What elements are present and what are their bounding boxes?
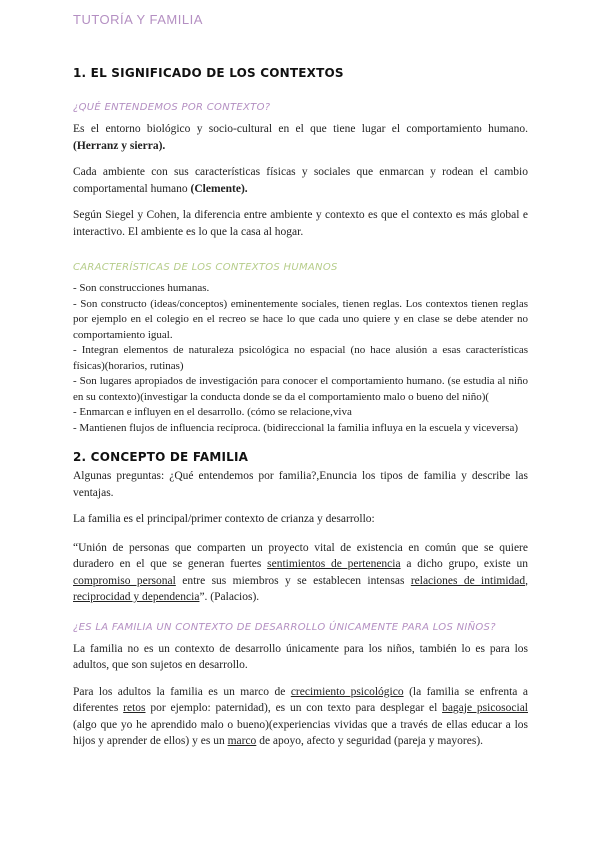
- paragraph-text: Para los adultos la familia es un marco de: [73, 685, 291, 698]
- section-1-subtitle-2: CARACTERÍSTICAS DE LOS CONTEXTOS HUMANOS: [73, 262, 338, 273]
- section-2-title: 2. CONCEPTO DE FAMILIA: [73, 450, 249, 464]
- underlined-term: marco: [227, 735, 257, 747]
- quote-text: entre sus miembros y se establecen intensas: [175, 574, 411, 587]
- underlined-term: bagaje psicosocial: [442, 702, 528, 714]
- list-item: - Son construcciones humanas.: [73, 282, 210, 294]
- section-2-subtitle: ¿ES LA FAMILIA UN CONTEXTO DE DESARROLLO ÚNICAMENTE PARA LOS NIÑOS?: [73, 621, 496, 633]
- list-item: - Son constructo (ideas/conceptos) eminentemente sociales, tienen reglas. Los contextos tienen reglas por ejemplo en el colegio en el recreo se hace lo que cada uno quiere y en clase se debe atender no comportamiento igual.: [73, 297, 528, 341]
- list-item: - Mantienen flujos de influencia recíproca. (bidireccional la familia influya en la escuela y viceversa): [73, 421, 518, 434]
- underlined-term: retos: [123, 702, 146, 714]
- list-item: - Enmarcan e influyen en el desarrollo. (cómo se relacione,viva: [73, 406, 352, 418]
- characteristics-list: [73, 281, 528, 436]
- paragraph-text: Cada ambiente con sus características físicas y sociales que enmarcan y rodean el cambio comportamental humano: [73, 166, 528, 195]
- quote-text: ”. (Palacios).: [199, 591, 260, 603]
- underlined-term: crecimiento psicológico: [290, 685, 404, 698]
- paragraph-questions: Algunas preguntas: ¿Qué entendemos por familia?,Enuncia los tipos de familia y describe las ventajas.: [73, 470, 528, 499]
- paragraph-text: Es el entorno biológico y socio-cultural en el que tiene lugar el comportamiento humano.: [73, 123, 528, 135]
- paragraph-adults: La familia no es un contexto de desarrollo únicamente para los niños, también lo es para los adultos, que son sujetos en desarrollo.: [73, 642, 528, 671]
- quote-text: “Unión de personas que comparten un proyecto vital de existencia en común que se quiere duradero en el que se generan fuertes: [73, 541, 528, 570]
- underlined-term: relaciones de intimidad, reciprocidad y dependencia: [73, 574, 529, 603]
- paragraph-text: (la familia se enfrenta a diferentes: [73, 685, 528, 714]
- paragraph-text: por ejemplo: paternidad), es un con texto para desplegar el: [145, 702, 443, 714]
- quote-palacios: [73, 540, 528, 606]
- paragraph-definition-2: [73, 164, 528, 197]
- list-item: - Integran elementos de naturaleza psicológica no espacial (no hace alusión a esas características físicas)(horarios, rutinas): [73, 344, 528, 372]
- underlined-term: compromiso personal: [73, 574, 176, 587]
- underlined-term: sentimientos de pertenencia: [267, 558, 401, 570]
- page-content: [73, 66, 528, 750]
- section-1-subtitle: ¿QUÉ ENTENDEMOS POR CONTEXTO?: [73, 102, 271, 113]
- paragraph-definition-3: Según Siegel y Cohen, la diferencia entre ambiente y contexto es que el contexto es más global e interactivo. El ambiente es lo que la casa al hogar.: [73, 209, 528, 238]
- paragraph-text: de apoyo, afecto y seguridad (pareja y mayores).: [256, 735, 484, 747]
- paragraph-text: (algo que yo he aprendido malo o bueno)(experiencias vividas que a través de ellas educar a los hijos y aprender de ellos) y es un: [73, 718, 528, 747]
- quote-text: a dicho grupo, existe un: [400, 558, 529, 570]
- paragraph-adult-growth: [73, 684, 528, 750]
- running-header: TUTORÍA Y FAMILIA: [73, 12, 203, 27]
- paragraph-family-context: La familia es el principal/primer contexto de crianza y desarrollo:: [73, 513, 375, 525]
- section-1-title: 1. EL SIGNIFICADO DE LOS CONTEXTOS: [73, 66, 344, 80]
- paragraph-definition-1: [73, 121, 528, 154]
- citation: (Herranz y sierra).: [73, 139, 166, 152]
- citation: (Clemente).: [190, 182, 248, 195]
- list-item: - Son lugares apropiados de investigación para conocer el comportamiento humano. (se estudia al niño en su contexto)(investigar la conducta donde se da el comportamiento malo o bueno del niño)(: [73, 375, 528, 403]
